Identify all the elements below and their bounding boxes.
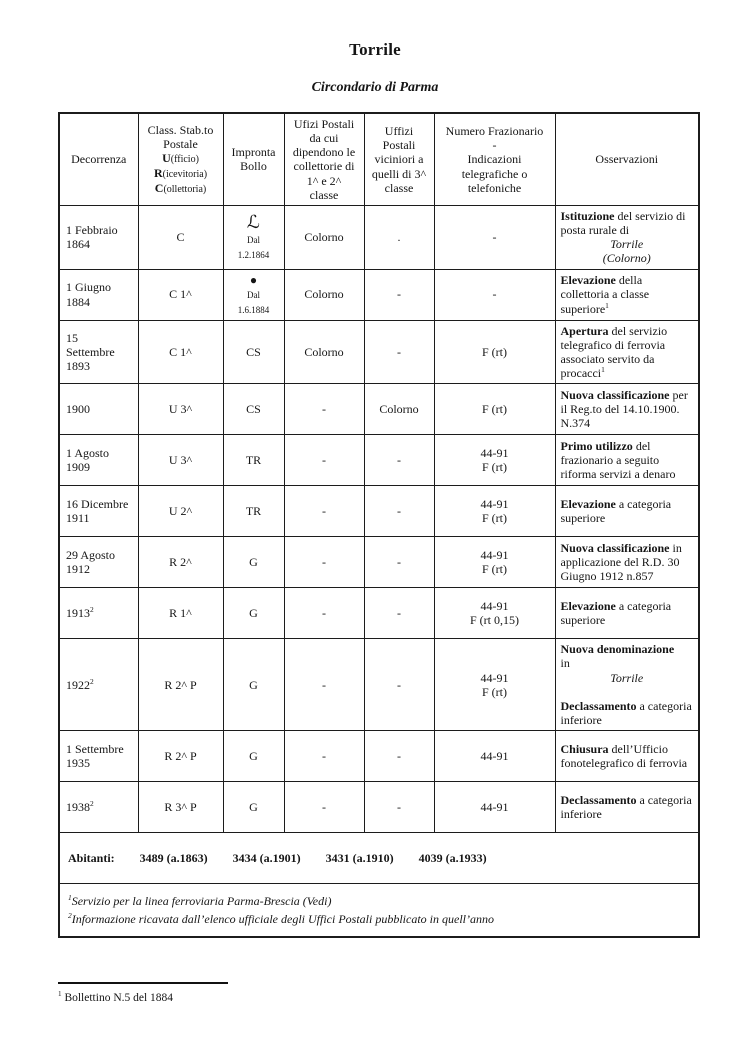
cell-line: classe xyxy=(309,187,339,202)
cell-line: 16 Dicembre xyxy=(66,497,129,512)
table-row xyxy=(59,731,699,782)
cell-line: 1922$^2$ xyxy=(66,676,94,692)
postal-history-table xyxy=(58,112,700,938)
cell-dipendenza xyxy=(284,537,364,588)
cell-line: Class. Stab.to xyxy=(147,123,214,138)
cell-line: collettorie di xyxy=(293,159,355,174)
cell-line: - xyxy=(397,287,401,302)
cell-decorrenza xyxy=(59,486,138,537)
cell-line: dipendono le xyxy=(292,145,356,160)
cell-line: Bollo xyxy=(240,159,267,174)
cell-impronta xyxy=(223,205,284,269)
cell-line: 44-91 xyxy=(480,446,509,461)
cell-line: Settembre xyxy=(66,344,115,359)
cell-line: Numero Frazionario xyxy=(445,124,544,139)
cell-line: G xyxy=(249,677,258,692)
cell-line: C(ollettoria) xyxy=(154,181,207,196)
cell-line: Dal xyxy=(247,290,260,301)
cell-line: - xyxy=(397,555,401,570)
cell-line: Istituzione del servizio di posta rurale di xyxy=(560,208,686,238)
table-row xyxy=(59,486,699,537)
cell-line: Impronta xyxy=(231,145,276,160)
cell-line: U 3^ xyxy=(168,402,193,417)
table-row xyxy=(59,639,699,731)
cell-line: Postali xyxy=(382,138,416,153)
cell-line: - xyxy=(322,402,326,417)
cell-classificazione xyxy=(138,486,223,537)
abitanti-cell xyxy=(59,833,699,884)
cell-line: 1 Giugno xyxy=(66,280,111,295)
cell-viciniori xyxy=(364,320,434,384)
table-row xyxy=(59,782,699,833)
cell-classificazione xyxy=(138,588,223,639)
cell-line: 1884 xyxy=(66,294,90,309)
cell-line: - xyxy=(397,504,401,519)
column-header-decorrenza xyxy=(59,113,138,205)
cell-line: Declassamento a categoria inferiore xyxy=(560,698,692,727)
cell-classificazione xyxy=(138,639,223,731)
cell-line: C xyxy=(176,230,185,245)
cell-line: - xyxy=(322,749,326,764)
cell-line: - xyxy=(322,504,326,519)
cell-line: ℒ xyxy=(247,211,260,233)
cell-osservazioni xyxy=(555,435,699,486)
cell-line: - xyxy=(492,230,497,245)
header-row xyxy=(59,113,699,205)
cell-frazionario xyxy=(434,435,555,486)
cell-frazionario xyxy=(434,486,555,537)
cell-frazionario xyxy=(434,639,555,731)
cell-line: - xyxy=(397,606,401,621)
cell-line: ● xyxy=(249,273,258,288)
cell-line: Nuova denominazione xyxy=(560,642,675,657)
cell-line: Ufizi Postali xyxy=(293,117,355,131)
cell-line: TR xyxy=(245,504,262,519)
table-footer xyxy=(59,833,699,938)
cell-line: TR xyxy=(245,453,262,468)
cell-dipendenza xyxy=(284,320,364,384)
cell-line: Declassamento a categoria inferiore xyxy=(560,792,692,822)
cell-line: 1^ e 2^ xyxy=(306,173,342,188)
cell-line: R 2^ P xyxy=(164,677,197,692)
cell-line: telefoniche xyxy=(467,180,522,195)
cell-frazionario xyxy=(434,384,555,435)
cell-classificazione xyxy=(138,782,223,833)
cell-line: - xyxy=(397,453,401,468)
cell-impronta xyxy=(223,537,284,588)
footnote-label: Bollettino N.5 del 1884 xyxy=(61,992,174,1005)
table-head xyxy=(59,113,699,205)
cell-impronta xyxy=(223,384,284,435)
abitanti-label: Abitanti: xyxy=(68,851,115,866)
cell-osservazioni xyxy=(555,384,699,435)
abitanti-row xyxy=(59,833,699,884)
cell-line: 44-91 xyxy=(480,548,509,563)
cell-dipendenza xyxy=(284,384,364,435)
cell-line: - xyxy=(322,555,326,570)
cell-viciniori xyxy=(364,537,434,588)
cell-line: 1 Febbraio xyxy=(66,223,118,238)
cell-line: in xyxy=(560,656,570,671)
table-row xyxy=(59,320,699,384)
cell-osservazioni xyxy=(555,639,699,731)
cell-line: G xyxy=(249,606,258,621)
cell-line: F (rt) xyxy=(482,684,507,699)
cell-osservazioni xyxy=(555,320,699,384)
cell-line: Colorno xyxy=(304,287,344,302)
column-header-dipendenza xyxy=(284,113,364,205)
cell-line: G xyxy=(249,800,258,815)
cell-line: - xyxy=(397,749,401,764)
cell-line: 44-91 xyxy=(480,497,509,512)
table-row xyxy=(59,269,699,320)
cell-viciniori xyxy=(364,588,434,639)
cell-line: R(icevitoria) xyxy=(153,166,208,181)
cell-line: 44-91 xyxy=(480,749,509,764)
cell-line: Apertura del servizio telegrafico di ferrovia associato servito da procacci$^1$ xyxy=(560,323,668,381)
cell-line: CS xyxy=(246,344,261,359)
abitanti-value: 3489 (a.1863) xyxy=(139,851,208,866)
column-header-osservazioni xyxy=(555,113,699,205)
cell-dipendenza xyxy=(284,205,364,269)
cell-line: Elevazione della collettoria a classe superiore$^1$ xyxy=(560,273,650,316)
column-header-classificazione xyxy=(138,113,223,205)
cell-decorrenza xyxy=(59,537,138,588)
cell-line: - xyxy=(322,800,326,815)
cell-decorrenza xyxy=(59,731,138,782)
cell-line: 29 Agosto xyxy=(66,548,116,563)
page-subtitle: Circondario di Parma xyxy=(311,80,439,95)
cell-osservazioni xyxy=(555,782,699,833)
cell-line: 1911 xyxy=(66,511,90,526)
abitanti-value: 3434 (a.1901) xyxy=(232,851,301,866)
cell-frazionario xyxy=(434,537,555,588)
cell-line: C 1^ xyxy=(169,287,192,302)
cell-classificazione xyxy=(138,537,223,588)
cell-viciniori xyxy=(364,205,434,269)
cell-viciniori xyxy=(364,384,434,435)
cell-line: G xyxy=(249,555,258,570)
cell-line: U 2^ xyxy=(168,504,193,519)
cell-line: F (rt) xyxy=(482,344,507,359)
cell-frazionario xyxy=(434,588,555,639)
cell-classificazione xyxy=(138,731,223,782)
cell-line: R 1^ xyxy=(169,606,192,621)
cell-line: 1.6.1884 xyxy=(237,304,270,315)
cell-decorrenza xyxy=(59,269,138,320)
cell-line: Colorno xyxy=(379,402,419,417)
cell-frazionario xyxy=(434,320,555,384)
cell-line: . xyxy=(397,230,401,245)
cell-osservazioni xyxy=(555,731,699,782)
cell-decorrenza xyxy=(59,588,138,639)
cell-viciniori xyxy=(364,639,434,731)
cell-line: - xyxy=(322,453,326,468)
cell-line: - xyxy=(492,287,497,302)
cell-decorrenza xyxy=(59,205,138,269)
column-header-impronta xyxy=(223,113,284,205)
cell-impronta xyxy=(223,486,284,537)
table-row xyxy=(59,588,699,639)
cell-line: Dal xyxy=(247,235,260,246)
column-header-viciniori xyxy=(364,113,434,205)
cell-line: Torrile xyxy=(610,237,644,252)
cell-impronta xyxy=(223,269,284,320)
cell-line: Torrile xyxy=(610,670,644,685)
footnote-separator xyxy=(58,982,228,984)
cell-line: U 3^ xyxy=(168,453,193,468)
cell-dipendenza xyxy=(284,782,364,833)
abitanti-value: 4039 (a.1933) xyxy=(418,851,487,866)
cell-line: 1935 xyxy=(66,756,90,771)
cell-decorrenza xyxy=(59,384,138,435)
cell-viciniori xyxy=(364,731,434,782)
cell-line: da cui xyxy=(309,131,339,146)
cell-line: - xyxy=(397,344,401,359)
cell-viciniori xyxy=(364,782,434,833)
cell-line: 1912 xyxy=(66,562,90,577)
table-note: $^1$Servizio per la linea ferroviaria Parma-Brescia (Vedi) xyxy=(68,893,332,909)
cell-line: - xyxy=(322,677,326,692)
column-header-frazionario xyxy=(434,113,555,205)
cell-line: 44-91 xyxy=(480,599,509,614)
cell-osservazioni xyxy=(555,537,699,588)
cell-impronta xyxy=(223,782,284,833)
cell-dipendenza xyxy=(284,731,364,782)
cell-line: viciniori a xyxy=(374,152,424,167)
cell-viciniori xyxy=(364,269,434,320)
cell-line: Osservazioni xyxy=(595,152,659,167)
cell-line: F (rt) xyxy=(482,460,507,475)
cell-osservazioni xyxy=(555,269,699,320)
cell-dipendenza xyxy=(284,269,364,320)
cell-line: 1.2.1864 xyxy=(237,249,270,260)
cell-line xyxy=(561,685,694,699)
cell-line: 1 Agosto xyxy=(66,446,110,461)
cell-line: R 2^ xyxy=(169,555,192,570)
cell-line: 1900 xyxy=(66,402,90,417)
abitanti-value: 3431 (a.1910) xyxy=(325,851,394,866)
cell-line: Indicazioni xyxy=(467,152,522,167)
cell-line: Chiusura dell’Ufficio fonotelegrafico di ferrovia xyxy=(560,741,688,771)
notes-row xyxy=(59,884,699,938)
cell-line: R 2^ P xyxy=(164,749,197,764)
cell-line: Elevazione a categoria superiore xyxy=(560,599,672,628)
cell-line: 1909 xyxy=(66,460,90,475)
cell-classificazione xyxy=(138,205,223,269)
cell-impronta xyxy=(223,731,284,782)
table-row xyxy=(59,435,699,486)
cell-line: Nuova classificazione in applicazione del R.D. 30 Giugno 1912 n.857 xyxy=(560,540,682,584)
cell-decorrenza xyxy=(59,435,138,486)
cell-line: - xyxy=(492,138,497,153)
footnote-text xyxy=(58,992,750,1004)
cell-dipendenza xyxy=(284,486,364,537)
cell-osservazioni xyxy=(555,588,699,639)
table-row xyxy=(59,205,699,269)
cell-frazionario xyxy=(434,205,555,269)
cell-decorrenza xyxy=(59,639,138,731)
cell-frazionario xyxy=(434,731,555,782)
page-footnote xyxy=(58,982,750,1004)
cell-line: - xyxy=(322,606,326,621)
cell-line: 1913$^2$ xyxy=(66,605,94,621)
cell-line: 1893 xyxy=(66,358,90,373)
cell-line: Postale xyxy=(163,137,198,152)
table-body xyxy=(59,205,699,832)
cell-osservazioni xyxy=(555,486,699,537)
cell-line: (Colorno) xyxy=(602,251,651,266)
cell-line: Colorno xyxy=(304,230,344,245)
cell-impronta xyxy=(223,435,284,486)
cell-line: F (rt) xyxy=(482,511,507,526)
table-note: $^2$Informazione ricavata dall’elenco ufficiale degli Uffici Postali pubblicato in quell’anno xyxy=(68,911,494,927)
cell-line: F (rt) xyxy=(482,562,507,577)
cell-dipendenza xyxy=(284,639,364,731)
cell-line: Uffizi xyxy=(384,124,414,139)
cell-line: - xyxy=(397,800,401,815)
cell-line: 1 Settembre xyxy=(66,741,124,756)
cell-dipendenza xyxy=(284,588,364,639)
cell-classificazione xyxy=(138,320,223,384)
cell-line: G xyxy=(249,749,258,764)
cell-line: - xyxy=(397,677,401,692)
cell-line: telegrafiche o xyxy=(461,166,528,181)
cell-line: Elevazione a categoria superiore xyxy=(560,497,672,526)
notes-cell xyxy=(59,884,699,938)
cell-line: Primo utilizzo del frazionario a seguito riforma servizi a denaro xyxy=(560,438,676,482)
cell-line: R 3^ P xyxy=(164,800,197,815)
cell-classificazione xyxy=(138,269,223,320)
cell-line: C 1^ xyxy=(169,344,192,359)
cell-line: 1938$^2$ xyxy=(66,799,94,815)
cell-frazionario xyxy=(434,269,555,320)
cell-dipendenza xyxy=(284,435,364,486)
cell-classificazione xyxy=(138,435,223,486)
cell-line: 44-91 xyxy=(480,670,509,685)
cell-line: Colorno xyxy=(304,344,344,359)
cell-line: quelli di 3^ xyxy=(371,166,427,181)
cell-line: F (rt 0,15) xyxy=(470,613,519,628)
cell-frazionario xyxy=(434,782,555,833)
cell-impronta xyxy=(223,320,284,384)
cell-decorrenza xyxy=(59,320,138,384)
cell-viciniori xyxy=(364,435,434,486)
page-title: Torrile xyxy=(349,40,401,59)
cell-osservazioni xyxy=(555,205,699,269)
cell-line: U(fficio) xyxy=(162,151,199,166)
cell-classificazione xyxy=(138,384,223,435)
cell-line: 1864 xyxy=(66,237,90,252)
cell-line: Nuova classificazione per il Reg.to del 14.10.1900. N.374 xyxy=(560,387,688,431)
footnote-number: 1 xyxy=(58,990,62,999)
cell-impronta xyxy=(223,588,284,639)
cell-line: CS xyxy=(246,402,261,417)
table-row xyxy=(59,384,699,435)
cell-decorrenza xyxy=(59,782,138,833)
cell-line: 44-91 xyxy=(480,800,509,815)
cell-line: F (rt) xyxy=(482,402,507,417)
cell-line: 15 xyxy=(66,330,78,345)
table-row xyxy=(59,537,699,588)
cell-line: Decorrenza xyxy=(71,152,127,167)
cell-line: classe xyxy=(384,180,414,195)
cell-impronta xyxy=(223,639,284,731)
cell-viciniori xyxy=(364,486,434,537)
